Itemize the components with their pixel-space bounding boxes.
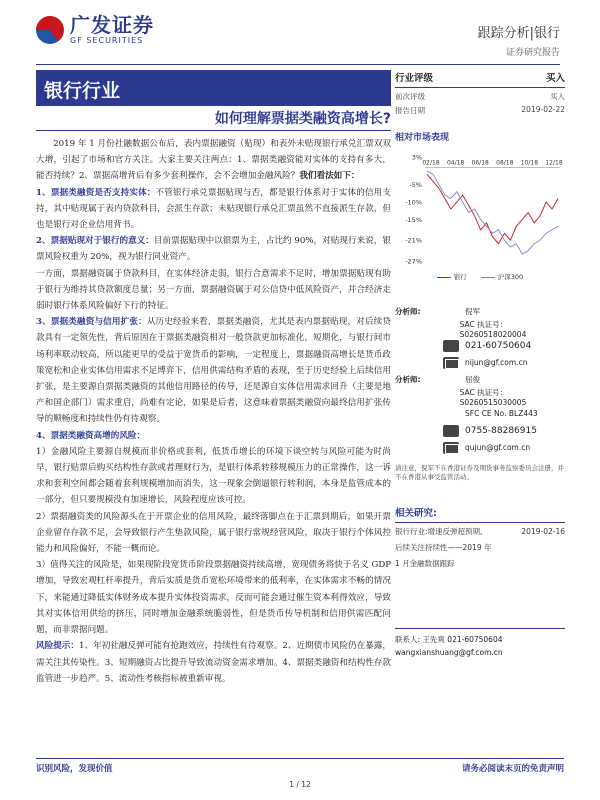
related-item[interactable] [395, 524, 565, 540]
market-title: 相对市场表现 [395, 133, 450, 143]
relative-performance-chart [395, 151, 565, 281]
x-tick-label: 12/18 [545, 159, 563, 167]
paragraph-lead: 2、票据贴现对于银行的意义： [36, 236, 154, 247]
sidebar [395, 70, 565, 482]
paragraph [36, 444, 391, 509]
paragraph-text: 1、年初社融反弹可能有抢跑效应，持续性有待观察。2、近期债市风险仍在暴露，需关注其传染性。3、短期融资占比提升导致流动资金需求增加。4、票据类融资和结构性存款监管进一步趋严。5、流动性考核指标被重新审视。 [36, 641, 391, 684]
x-tick-label: 02/18 [422, 159, 440, 167]
report-date-label: 报告日期 [395, 106, 425, 115]
related-date: 2019-02-16 [521, 527, 565, 536]
phone-icon [443, 340, 459, 352]
page-number: 1 / 12 [289, 780, 311, 789]
analyst-name: 屈俊 [465, 375, 480, 384]
y-tick-label: -5% [409, 181, 422, 190]
x-tick-label: 04/18 [446, 159, 465, 167]
analyst-email[interactable]: qujun@gf.com.cn [465, 443, 531, 452]
paragraph [36, 314, 391, 427]
legend-label: 银行 [453, 273, 467, 281]
related-text: 银行行业:增速反弹超预期, [395, 527, 483, 536]
footer-divider [36, 758, 564, 759]
x-tick-label: 06/18 [471, 159, 489, 167]
analyst-disclaimer: 请注意，倪军不在香港证券及期货事务监察委员会注册，并不在香港从事受监管活动。 [395, 464, 564, 481]
page-header [0, 0, 600, 64]
analyst-sfc: SFC CE No. BLZ443 [465, 409, 538, 418]
email-icon [443, 357, 459, 369]
y-tick-label: 3% [411, 153, 422, 162]
paragraph-tail: 我们看法如下： [299, 171, 360, 182]
related-research-title: 相关研究: [395, 505, 565, 523]
title-divider [36, 130, 391, 131]
y-tick-label: -10% [405, 198, 422, 207]
paragraph-text: 3）值得关注的风险是，如果现阶段宽货币阶段票据融资持续高增，宽现债务将快于名义 GDP 增加，导致宏观杠杆率提升，背后实质是货币宽松环境带来的低利率，在实体需求不畅的情况下，来能通过降低实体财务成本提升实体投资需求，反而可能会通过催生资本利得效应，导致其对实体信用供给的挤压，同时增加金融系统脆弱性，但是货币传导机制和信用供需匹配问题，而非票据问题。 [36, 560, 391, 636]
related-text: 后续关注持续性——2019 年 [395, 543, 492, 552]
analyst-row [395, 337, 565, 354]
brand-name-en: GF SECURITIES [70, 36, 144, 45]
rating-value: 买入 [545, 73, 565, 84]
related-item[interactable] [395, 556, 565, 572]
paragraph [36, 428, 391, 444]
legend-swatch [437, 277, 451, 278]
legend-swatch [481, 277, 495, 278]
prev-rating-row [395, 88, 565, 102]
prev-rating-value: 买入 [550, 92, 565, 101]
paragraph [36, 185, 391, 234]
report-date-value: 2019-02-22 [521, 105, 565, 114]
paragraph-lead: 3、票据类融资与信用扩张： [36, 317, 147, 328]
analyst-label: 分析师: [395, 375, 421, 384]
analyst-sac: SAC 执证号：S0260518020004 [459, 319, 527, 339]
analyst-row [395, 354, 565, 371]
analyst-sac: SAC 执证号：S0260515030005 [459, 387, 527, 407]
rating-header [395, 70, 565, 88]
paragraph-text: 从历史经验来看，票据类融资，尤其是表内票据贴现，对后续贷款具有一定领先性，背后原因在于票据类融资相对一般贷款更加标准化，短期化，与银行间市场利率联动较高，所以能更早的受益于宽货币的影响，一定程度上，票据融资高增长是货币政策宽松和企业实体信用需求不足博弈下，信用供需结构矛盾的表现，至于历史经验上后续信用扩张，是主要源自票据类融资的其他信用路径的传导，还是源自实体信用需求回升（主要是地产和国企部门）需求重启，尚难有定论，如果是后者，这意味着票据类融资向最终信用扩张传导的顺畅度和持续性仍有待观察。 [36, 317, 391, 425]
legend-item [481, 272, 523, 281]
contact-block [395, 628, 565, 659]
report-track: 跟踪分析|银行 [477, 26, 560, 41]
related-research-list [395, 524, 565, 572]
y-tick-label: -27% [405, 257, 422, 266]
legend-item [437, 272, 467, 281]
analyst-row [395, 405, 565, 422]
main-text [36, 136, 391, 687]
phone-icon [443, 425, 459, 437]
y-tick-label: -21% [405, 236, 422, 245]
header-divider [36, 64, 560, 65]
footer-slogan: 识别风险，发现价值 [36, 764, 113, 774]
contact-line: 王先爽 021-60750604 [422, 635, 503, 644]
prev-rating-label: 前次评级 [395, 92, 425, 101]
report-type: 证券研究报告 [505, 48, 560, 58]
paragraph [36, 509, 391, 558]
paragraph-text: 1）金融风险主要源自规模而非价格或套利，低货币增长的环境下谈空转与风险可能为时尚早，银行贴票后购买结构性存款或者理财行为，是银行体系转移规模压力的正常操作，这一诉求和套利空间都会随着套利规模增加而消失，这一现象会倒逼银行转利润，本身是监管成本的一部分，但只要规模没有加速增长，风险程度应该可控。 [36, 446, 391, 506]
paragraph [36, 638, 391, 687]
chart-legend [395, 272, 565, 281]
paragraph-text: 2）票据融资类的风险源头在于开票企业的信用风险，最终落脚点在于汇票到期后，如果开票企业留存存款不足，会导致银行产生垫款风险，属于银行常规经营风险，取决于银行个体风控能力和风险偏好，不能一概而论。 [36, 511, 391, 555]
related-text: 1 月金融数据跟踪 [395, 559, 455, 568]
analyst-row [395, 388, 565, 405]
analyst-row [395, 371, 565, 388]
email-icon [443, 442, 459, 454]
paragraph-lead: 风险提示： [36, 641, 80, 652]
analyst-block [395, 303, 565, 456]
series-line [427, 171, 558, 254]
brand-logo [36, 14, 154, 45]
report-date-row [395, 102, 565, 116]
analyst-label: 分析师: [395, 307, 421, 316]
brand-logo-icon [36, 16, 64, 44]
analyst-phone: 0755-88286915 [465, 425, 537, 436]
contact-label: 联系人: [395, 635, 421, 644]
footer-disclaimer: 请务必阅读末页的免责声明 [461, 764, 564, 774]
x-tick-label: 10/18 [520, 159, 539, 167]
analyst-email[interactable]: nijun@gf.com.cn [465, 358, 528, 367]
rating-label: 行业评级 [395, 73, 434, 84]
brand-name-cn: 广发证券 [70, 13, 154, 37]
paragraph-text: 2019 年 1 月份社融数据公布后，表内票据融资（贴现）和表外未贴现银行承兑汇票双双大增，引起了市场和官方关注。大家主要关注两点：1、票据类融资能对实体的支持有多大，能否持续？2、票据高增背后有多少套利操作，会不会增加金融风险？ [36, 139, 391, 182]
analyst-name: 倪军 [465, 307, 480, 316]
paragraph [36, 136, 391, 185]
chart-svg [395, 151, 565, 269]
paragraph-text: 一方面，票据融资属于贷款科目，在实体经济走弱，银行合意需求不足时，增加票据贴现有助于银行为维持其贷款额度总量；另一方面，票据融资属于对公信贷中低风险资产，并合经济走弱时银行体系风险偏好下行的特征。 [36, 268, 391, 312]
contact-email[interactable]: wangxianshuang@gf.com.cn [395, 648, 503, 657]
y-tick-label: -15% [405, 215, 422, 224]
paragraph-lead: 4、票据类融资高增的风险： [36, 430, 146, 441]
paragraph [36, 233, 391, 265]
paragraph-text: 目前票据贴现中以银票为主，占比约 90%，对贴现行来说，银票风险权重为 20%，视为银行同业资产。 [36, 236, 391, 263]
industry-banner: 银行行业 [36, 70, 391, 106]
analyst-phone: 021-60750604 [465, 340, 532, 351]
analyst-row [395, 320, 565, 337]
paragraph [36, 557, 391, 638]
analyst-row [395, 422, 565, 439]
paragraph-text: 不管银行承兑票据贴现与否，都是银行体系对于实体的信用支持，其中贴现属于表内贷款科目，会派生存款；未贴现银行承兑汇票虽然不直接派生存款，但也是银行对企业信用背书。 [36, 187, 391, 231]
related-item[interactable] [395, 540, 565, 556]
report-title: 如何理解票据类融资高增长? [214, 111, 391, 127]
legend-label: 沪深300 [497, 273, 524, 281]
paragraph [36, 266, 391, 315]
analyst-row [395, 439, 565, 456]
analyst-row [395, 303, 565, 320]
paragraph-lead: 1、票据类融资是否支持实体： [36, 187, 156, 198]
x-tick-label: 08/18 [496, 159, 514, 167]
